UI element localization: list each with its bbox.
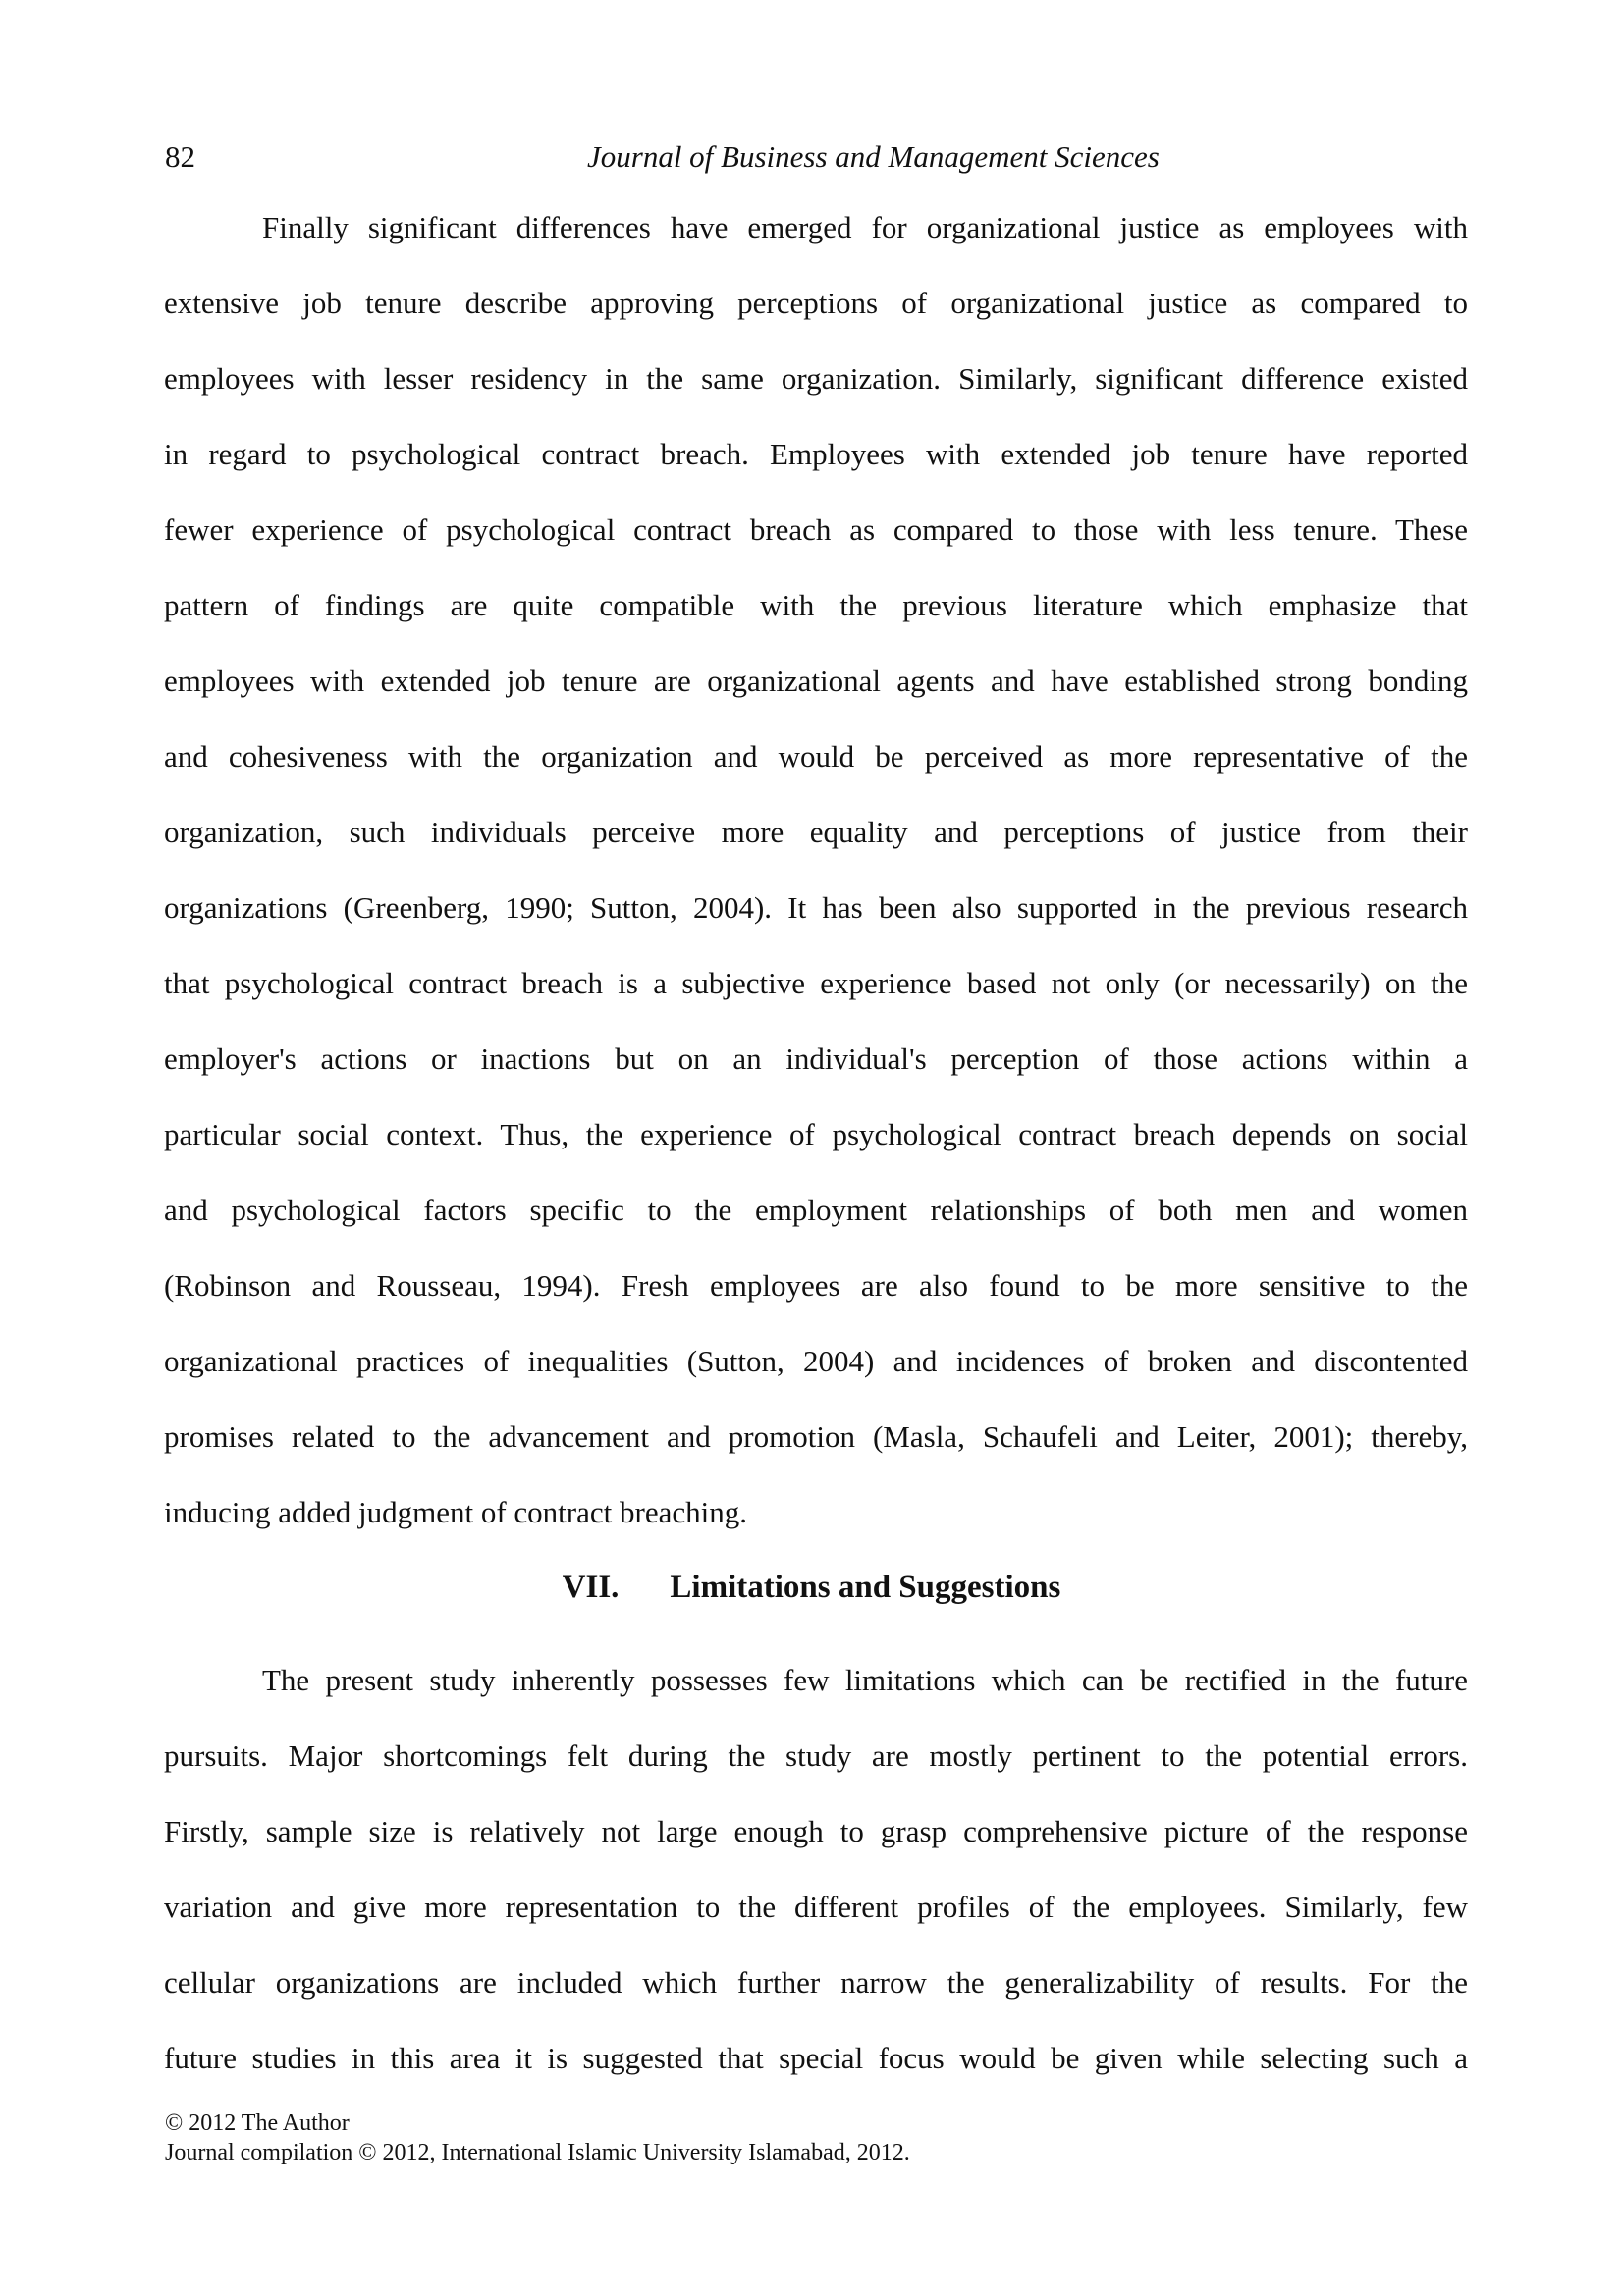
text-line: cellular organizations are included which further narrow the generalizability of results. For the [164, 1965, 1468, 2000]
page-footer [165, 2109, 910, 2167]
text-line: pursuits. Major shortcomings felt during the study are mostly pertinent to the potential errors. [164, 1738, 1468, 1773]
text-line: variation and give more representation to the different profiles of the employees. Similarly, few [164, 1890, 1468, 1924]
text-line: fewer experience of psychological contract breach as compared to those with less tenure. These [164, 512, 1468, 547]
text-line: future studies in this area it is suggested that special focus would be given while selecting such a [164, 2041, 1468, 2075]
section-title: Limitations and Suggestions [670, 1570, 1061, 1605]
footer-compilation: Journal compilation © 2012, International Islamic University Islamabad, 2012. [165, 2140, 910, 2165]
text-line: Finally significant differences have emerged for organizational justice as employees with [262, 210, 1468, 244]
section-number: VII. [562, 1570, 620, 1605]
section-heading [0, 1566, 1623, 1609]
text-line: The present study inherently possesses few limitations which can be rectified in the future [262, 1663, 1468, 1697]
text-line: inducing added judgment of contract breaching. [164, 1495, 747, 1529]
body-paragraph-1 [164, 189, 1468, 1550]
running-header: Journal of Business and Management Sciences [587, 139, 1160, 174]
page-number: 82 [165, 139, 195, 174]
text-line: particular social context. Thus, the experience of psychological contract breach depends on social [164, 1117, 1468, 1151]
body-paragraph-2 [164, 1642, 1468, 2096]
text-line: promises related to the advancement and promotion (Masla, Schaufeli and Leiter, 2001); thereby, [164, 1419, 1468, 1454]
text-line: in regard to psychological contract breach. Employees with extended job tenure have reported [164, 437, 1468, 471]
text-line: pattern of findings are quite compatible with the previous literature which emphasize that [164, 588, 1468, 622]
text-line: employees with lesser residency in the same organization. Similarly, significant difference existed [164, 361, 1468, 396]
text-line: organizations (Greenberg, 1990; Sutton, 2004). It has been also supported in the previous research [164, 890, 1468, 925]
text-line: extensive job tenure describe approving perceptions of organizational justice as compared to [164, 286, 1468, 320]
footer-copyright: © 2012 The Author [165, 2110, 350, 2136]
text-line: that psychological contract breach is a subjective experience based not only (or necessarily) on the [164, 966, 1468, 1000]
text-line: organizational practices of inequalities (Sutton, 2004) and incidences of broken and discontented [164, 1344, 1468, 1378]
text-line: and cohesiveness with the organization and would be perceived as more representative of the [164, 739, 1468, 774]
text-line: Firstly, sample size is relatively not large enough to grasp comprehensive picture of the response [164, 1814, 1468, 1848]
text-line: organization, such individuals perceive more equality and perceptions of justice from their [164, 815, 1468, 849]
text-line: (Robinson and Rousseau, 1994). Fresh employees are also found to be more sensitive to the [164, 1268, 1468, 1303]
text-line: and psychological factors specific to the employment relationships of both men and women [164, 1193, 1468, 1227]
text-line: employer's actions or inactions but on an individual's perception of those actions within a [164, 1041, 1468, 1076]
text-line: employees with extended job tenure are organizational agents and have established strong bonding [164, 664, 1468, 698]
